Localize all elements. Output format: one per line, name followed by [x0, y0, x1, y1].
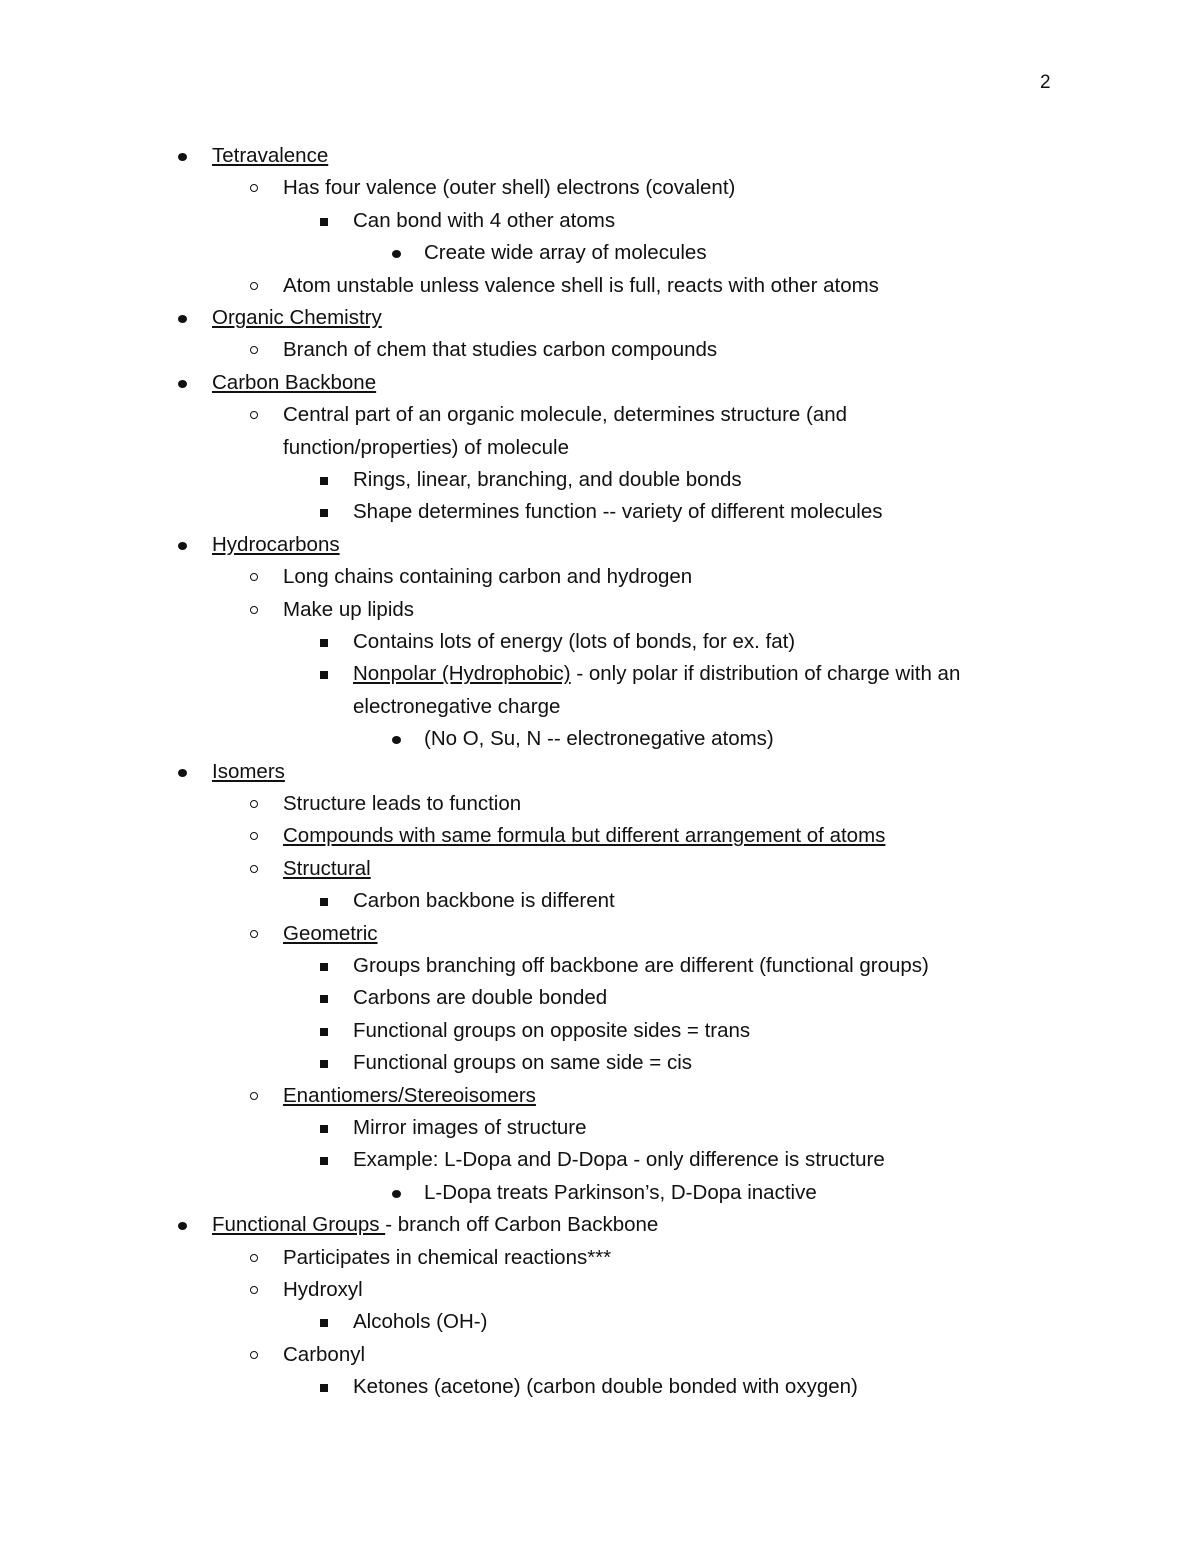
underlined-term: Compounds with same formula but different arrangement of atoms	[283, 824, 886, 848]
note-text: electronegative charge	[353, 694, 561, 718]
outline-item-level-1	[0, 399, 1200, 431]
outline-item-text	[353, 496, 882, 528]
outline-item-text	[353, 464, 742, 496]
note-text: Structure leads to function	[283, 792, 522, 815]
outline-item-text	[353, 982, 607, 1014]
outline-item-level-1	[0, 820, 1200, 852]
underlined-term: Geometric	[283, 921, 378, 945]
note-text: Shape determines function -- variety of different molecules	[353, 500, 883, 524]
note-text: Carbonyl	[283, 1342, 366, 1366]
note-text: Functional groups on same side = cis	[353, 1051, 693, 1075]
note-text: Ketones (acetone) (carbon double bonded with oxygen)	[353, 1375, 858, 1399]
underlined-term: Nonpolar (Hydrophobic)	[353, 662, 571, 686]
outline-item-level-1	[0, 853, 1200, 885]
outline-item-level-3	[0, 723, 1200, 755]
outline-item-level-3	[0, 237, 1200, 269]
outline-item-level-2	[0, 982, 1200, 1014]
outline-item-text	[283, 594, 414, 626]
note-text: Participates in chemical reactions***	[283, 1245, 612, 1269]
outline-item-text	[212, 1209, 658, 1241]
outline-item-level-2	[0, 691, 1200, 723]
outline-item-level-2	[0, 658, 1200, 690]
outline-item-level-2	[0, 626, 1200, 658]
outline-item-level-0	[0, 302, 1200, 334]
outline-item-text	[353, 1015, 750, 1047]
outline-item-level-2	[0, 1144, 1200, 1176]
underlined-term: Hydrocarbons	[212, 532, 340, 556]
outline-item-level-2	[0, 1306, 1200, 1338]
outline-item-text	[283, 1080, 536, 1112]
outline-item-text	[212, 756, 285, 788]
note-text: Hydroxyl	[283, 1278, 363, 1301]
outline-item-text	[212, 140, 328, 172]
outline-item-level-1	[0, 1080, 1200, 1112]
outline-item-text	[283, 334, 717, 366]
page-number: 2	[1040, 72, 1051, 93]
outline-item-text	[283, 432, 569, 464]
note-text: Create wide array of molecules	[424, 241, 707, 265]
underlined-term: Isomers	[212, 759, 285, 783]
outline-item-level-3	[0, 1177, 1200, 1209]
note-text: Functional groups on opposite sides = trans	[353, 1018, 751, 1042]
note-text: Carbon backbone is different	[353, 889, 615, 913]
outline-item-text	[424, 1177, 817, 1209]
outline-item-level-2	[0, 950, 1200, 982]
underlined-term: Carbon Backbone	[212, 370, 377, 394]
outline-item-text	[283, 399, 847, 431]
note-text: Mirror images of structure	[353, 1116, 587, 1139]
outline-item-level-0	[0, 140, 1200, 172]
outline-item-level-2	[0, 205, 1200, 237]
outline-item-level-1	[0, 594, 1200, 626]
outline-item-level-0	[0, 367, 1200, 399]
underlined-term: Organic Chemistry	[212, 306, 382, 329]
outline-item-text	[283, 561, 692, 593]
outline-item-text	[212, 302, 382, 334]
underlined-term: Tetravalence	[212, 144, 329, 167]
outline-item-level-0	[0, 1209, 1200, 1241]
outline-item-text	[353, 658, 960, 690]
note-text: Alcohols (OH-)	[353, 1310, 488, 1334]
note-text: Central part of an organic molecule, determines structure (and	[283, 403, 848, 427]
outline-item-text	[353, 1047, 692, 1079]
underlined-term: Enantiomers/Stereoisomers	[283, 1083, 536, 1107]
outline-item-level-2	[0, 1047, 1200, 1079]
outline-item-text	[283, 853, 371, 885]
outline-item-level-1	[0, 1274, 1200, 1306]
outline-item-text	[353, 626, 795, 658]
outline-item-level-2	[0, 464, 1200, 496]
outline-item-text	[353, 1144, 885, 1176]
note-text: Carbons are double bonded	[353, 986, 608, 1010]
outline-item-text	[353, 950, 929, 982]
outline-item-text	[424, 237, 707, 269]
outline-item-level-2	[0, 1371, 1200, 1403]
outline-item-level-1	[0, 1339, 1200, 1371]
outline-item-text	[283, 918, 378, 950]
outline-item-level-2	[0, 1015, 1200, 1047]
outline-item-level-1	[0, 432, 1200, 464]
outline-item-level-1	[0, 270, 1200, 302]
note-text: (No O, Su, N -- electronegative atoms)	[424, 727, 774, 751]
note-text: Can bond with 4 other atoms	[353, 208, 616, 232]
note-text: Long chains containing carbon and hydrogen	[283, 565, 693, 589]
underlined-term: Structural	[283, 856, 371, 880]
outline-item-level-2	[0, 496, 1200, 528]
note-text: Rings, linear, branching, and double bonds	[353, 468, 742, 491]
outline-item-level-2	[0, 1112, 1200, 1144]
note-text: Make up lipids	[283, 597, 415, 621]
outline-item-text	[353, 1371, 858, 1403]
note-text: Branch of chem that studies carbon compounds	[283, 338, 718, 362]
note-text: - only polar if distribution of charge with an	[570, 662, 961, 686]
outline-item-level-1	[0, 172, 1200, 204]
outline-item-text	[283, 270, 879, 302]
outline-item-text	[283, 820, 885, 852]
outline-item-text	[353, 205, 615, 237]
outline-item-text	[283, 1339, 365, 1371]
underlined-term: Functional Groups	[212, 1213, 386, 1237]
outline-item-level-2	[0, 885, 1200, 917]
outline-item-text	[353, 885, 615, 917]
outline-item-level-0	[0, 756, 1200, 788]
outline-item-level-1	[0, 334, 1200, 366]
note-text: Contains lots of energy (lots of bonds, for ex. fat)	[353, 630, 796, 653]
outline-item-text	[212, 529, 340, 561]
note-text: Example: L-Dopa and D-Dopa - only difference is structure	[353, 1148, 885, 1172]
note-text: Groups branching off backbone are different (functional groups)	[353, 954, 929, 977]
outline-item-text	[353, 1306, 487, 1338]
outline-item-text	[283, 1242, 611, 1274]
outline-item-level-1	[0, 1242, 1200, 1274]
note-text: Has four valence (outer shell) electrons (covalent)	[283, 176, 736, 200]
outline-item-text	[353, 691, 560, 723]
note-text: Atom unstable unless valence shell is full, reacts with other atoms	[283, 273, 879, 297]
outline-item-level-0	[0, 529, 1200, 561]
outline-item-text	[212, 367, 376, 399]
note-text: function/properties) of molecule	[283, 435, 570, 459]
outline-item-level-1	[0, 788, 1200, 820]
outline-item-level-1	[0, 918, 1200, 950]
outline-item-level-1	[0, 561, 1200, 593]
outline-item-text	[353, 1112, 587, 1144]
note-text: L-Dopa treats Parkinson’s, D-Dopa inactive	[424, 1180, 817, 1204]
outline-item-text	[283, 788, 521, 820]
outline-item-text	[424, 723, 774, 755]
outline-item-text	[283, 172, 735, 204]
note-text: - branch off Carbon Backbone	[385, 1213, 659, 1237]
outline-item-text	[283, 1274, 363, 1306]
